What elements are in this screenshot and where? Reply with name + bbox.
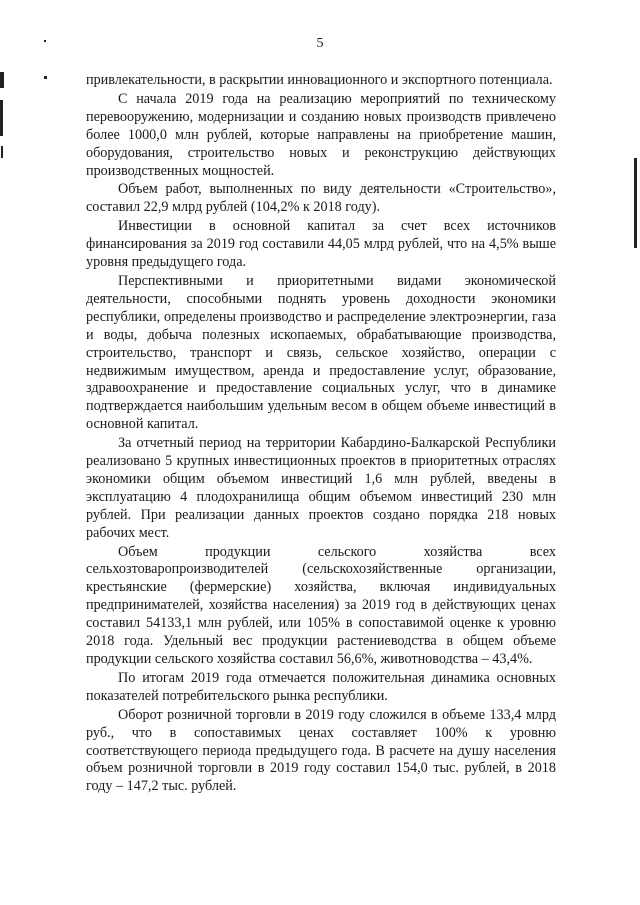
- paragraph-3: Объем работ, выполненных по виду деятельности «Строительство», составил 22,9 млрд рублей (104,2% к 2018 году).: [86, 181, 556, 216]
- paragraph-5: Перспективными и приоритетными видами экономической деятельности, способными поднять уровень доходности экономики республики, определены производство и распределение электроэнергии, газа и воды, добыча полезных ископаемых, обрабатывающие производства, строительство, транспорт и связь, сельское хозяйство, операции с недвижимым имуществом, аренда и предоставление услуг, образование, здравоохранение и предоставление социальных услуг, что в динамике подтверждается наибольшим удельным весом в общем объеме инвестиций в основной капитал.: [86, 272, 556, 433]
- paragraph-8: По итогам 2019 года отмечается положительная динамика основных показателей потребительского рынка республики.: [86, 669, 556, 704]
- scan-mark-edge-left-2: [0, 100, 3, 136]
- paragraph-6: За отчетный период на территории Кабардино-Балкарской Республики реализовано 5 крупных инвестиционных проектов в приоритетных отраслях экономики общим объемом инвестиций 1,6 млн рублей, введены в эксплуатацию 4 плодохранилища общим объемом инвестиций 230 млн рублей. При реализации данных проектов создано порядка 218 новых рабочих мест.: [86, 435, 556, 541]
- scan-mark-edge-right: [634, 158, 637, 248]
- paragraph-4: Инвестиции в основной капитал за счет всех источников финансирования за 2019 год составили 44,05 млрд рублей, что на 4,5% выше уровня предыдущего года.: [86, 218, 556, 271]
- scan-mark-dot-2: [44, 76, 47, 79]
- scan-mark-edge-left-3: [1, 146, 3, 158]
- document-body: [86, 72, 556, 797]
- paragraph-1: привлекательности, в раскрытии инновационного и экспортного потенциала.: [86, 72, 553, 88]
- paragraph-9: Оборот розничной торговли в 2019 году сложился в объеме 133,4 млрд руб., что в сопоставимых ценах составляет 100% к уровню соответствующего периода предыдущего года. В расчете на душу населения объем розничной торговли в 2019 году составил 154,0 тыс. рублей, в 2018 году – 147,2 тыс. рублей.: [86, 706, 556, 795]
- paragraph-2: С начала 2019 года на реализацию мероприятий по техническому перевооружению, модернизации и созданию новых производств привлечено более 1000,0 млн рублей, которые направлены на приобретение машин, оборудования, строительство новых и реконструкцию действующих производственных мощностей.: [86, 90, 556, 179]
- paragraph-7: Объем продукции сельского хозяйства всех сельхозтоваропроизводителей (сельскохозяйственные организации, крестьянские (фермерские) хозяйства, включая индивидуальных предпринимателей, хозяйства населения) за 2019 год в действующих ценах составил 54133,1 млн рублей, или 105% в сопоставимой оценке к уровню 2018 года. Удельный вес продукции растениеводства в общем объеме продукции сельского хозяйства составил 56,6%, животноводства – 43,4%.: [86, 543, 556, 667]
- page-number: 5: [316, 36, 324, 51]
- scan-mark-edge-left: [0, 72, 4, 88]
